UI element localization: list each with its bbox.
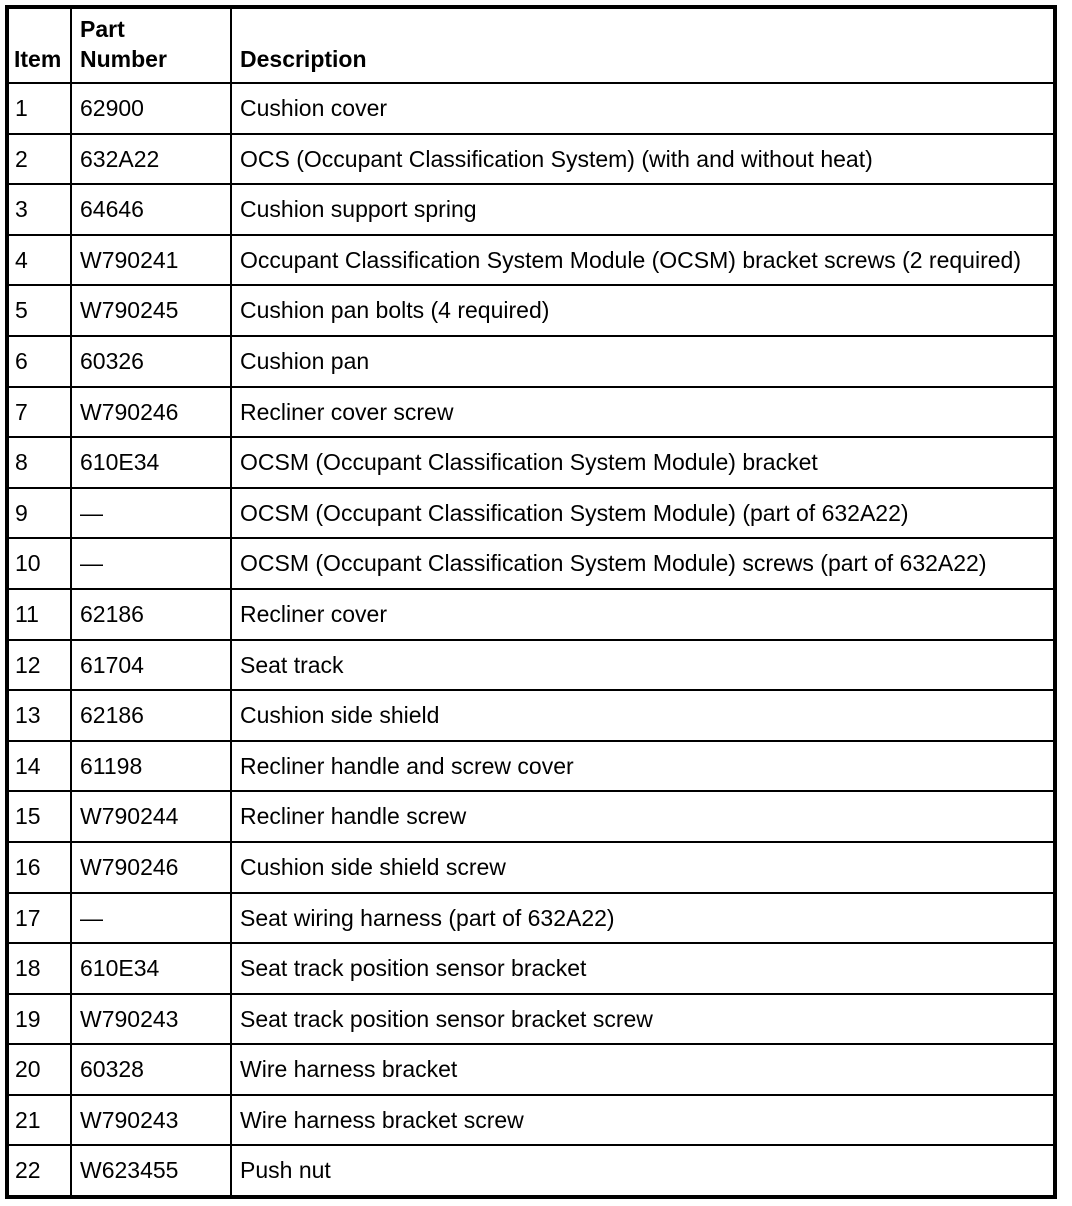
table-row <box>9 943 1053 994</box>
table-row <box>9 994 1053 1045</box>
cell-description: OCS (Occupant Classification System) (with and without heat) <box>231 134 1053 185</box>
cell-part-number: 632A22 <box>71 134 231 185</box>
cell-item: 21 <box>9 1095 71 1146</box>
table-row <box>9 437 1053 488</box>
table-row <box>9 1044 1053 1095</box>
header-part-number: Part Number <box>71 9 231 83</box>
cell-item: 7 <box>9 387 71 438</box>
table-row <box>9 1145 1053 1195</box>
table-row <box>9 893 1053 944</box>
table-row <box>9 235 1053 286</box>
cell-part-number: 62900 <box>71 83 231 134</box>
cell-item: 5 <box>9 285 71 336</box>
table-row <box>9 83 1053 134</box>
table-row <box>9 134 1053 185</box>
parts-table-container <box>5 5 1057 1199</box>
cell-description: Recliner cover screw <box>231 387 1053 438</box>
cell-item: 16 <box>9 842 71 893</box>
cell-item: 10 <box>9 538 71 589</box>
cell-description: Seat track position sensor bracket <box>231 943 1053 994</box>
cell-item: 18 <box>9 943 71 994</box>
table-row <box>9 336 1053 387</box>
header-item: Item <box>9 9 71 83</box>
cell-part-number: — <box>71 538 231 589</box>
table-row <box>9 589 1053 640</box>
table-row <box>9 538 1053 589</box>
cell-part-number: 61198 <box>71 741 231 792</box>
cell-item: 22 <box>9 1145 71 1195</box>
cell-description: Seat track <box>231 640 1053 691</box>
table-row <box>9 640 1053 691</box>
cell-item: 17 <box>9 893 71 944</box>
cell-description: Recliner handle screw <box>231 791 1053 842</box>
cell-item: 4 <box>9 235 71 286</box>
parts-table <box>9 9 1053 1195</box>
table-row <box>9 690 1053 741</box>
cell-description: Cushion pan <box>231 336 1053 387</box>
cell-item: 20 <box>9 1044 71 1095</box>
cell-item: 6 <box>9 336 71 387</box>
cell-description: Push nut <box>231 1145 1053 1195</box>
cell-part-number: W790246 <box>71 842 231 893</box>
cell-description: Cushion support spring <box>231 184 1053 235</box>
cell-description: OCSM (Occupant Classification System Module) screws (part of 632A22) <box>231 538 1053 589</box>
cell-item: 12 <box>9 640 71 691</box>
cell-part-number: 60326 <box>71 336 231 387</box>
cell-part-number: W790243 <box>71 1095 231 1146</box>
table-row <box>9 387 1053 438</box>
cell-description: Cushion side shield <box>231 690 1053 741</box>
cell-part-number: W790243 <box>71 994 231 1045</box>
table-row <box>9 488 1053 539</box>
cell-item: 13 <box>9 690 71 741</box>
cell-item: 9 <box>9 488 71 539</box>
cell-description: Cushion side shield screw <box>231 842 1053 893</box>
cell-description: Wire harness bracket screw <box>231 1095 1053 1146</box>
table-row <box>9 791 1053 842</box>
cell-part-number: 62186 <box>71 589 231 640</box>
cell-description: Seat wiring harness (part of 632A22) <box>231 893 1053 944</box>
cell-part-number: W790245 <box>71 285 231 336</box>
cell-description: Occupant Classification System Module (OCSM) bracket screws (2 required) <box>231 235 1053 286</box>
table-row <box>9 842 1053 893</box>
cell-description: Cushion pan bolts (4 required) <box>231 285 1053 336</box>
cell-description: Cushion cover <box>231 83 1053 134</box>
cell-description: OCSM (Occupant Classification System Module) bracket <box>231 437 1053 488</box>
cell-description: Wire harness bracket <box>231 1044 1053 1095</box>
cell-description: Recliner handle and screw cover <box>231 741 1053 792</box>
table-row <box>9 1095 1053 1146</box>
cell-item: 11 <box>9 589 71 640</box>
cell-part-number: 62186 <box>71 690 231 741</box>
header-description: Description <box>231 9 1053 83</box>
cell-item: 14 <box>9 741 71 792</box>
cell-description: OCSM (Occupant Classification System Module) (part of 632A22) <box>231 488 1053 539</box>
cell-part-number: W790246 <box>71 387 231 438</box>
cell-part-number: 60328 <box>71 1044 231 1095</box>
cell-part-number: 61704 <box>71 640 231 691</box>
cell-item: 15 <box>9 791 71 842</box>
cell-part-number: — <box>71 893 231 944</box>
cell-part-number: 610E34 <box>71 943 231 994</box>
cell-item: 19 <box>9 994 71 1045</box>
cell-part-number: W623455 <box>71 1145 231 1195</box>
table-body <box>9 83 1053 1195</box>
cell-item: 1 <box>9 83 71 134</box>
cell-part-number: — <box>71 488 231 539</box>
cell-part-number: W790241 <box>71 235 231 286</box>
cell-part-number: W790244 <box>71 791 231 842</box>
cell-part-number: 64646 <box>71 184 231 235</box>
cell-part-number: 610E34 <box>71 437 231 488</box>
cell-description: Recliner cover <box>231 589 1053 640</box>
table-row <box>9 741 1053 792</box>
cell-item: 2 <box>9 134 71 185</box>
table-row <box>9 184 1053 235</box>
table-row <box>9 285 1053 336</box>
cell-item: 3 <box>9 184 71 235</box>
cell-description: Seat track position sensor bracket screw <box>231 994 1053 1045</box>
cell-item: 8 <box>9 437 71 488</box>
table-header-row <box>9 9 1053 83</box>
